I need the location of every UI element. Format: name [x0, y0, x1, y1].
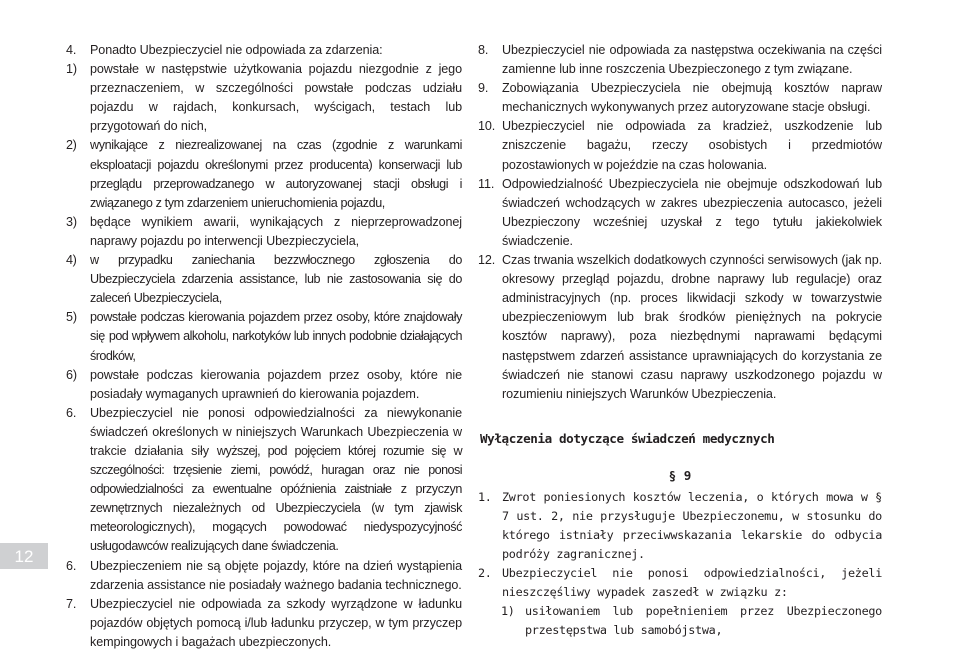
subitem-number: 1) — [501, 604, 515, 619]
item-number: 6. — [66, 558, 77, 573]
item-text-part-c: z przyczyn zewnętrznych niezależnych od Ubezpieczyciela (w tym zjawisk meteorologicznych), mogących powodować niedyspozycyjność usługodawców realizujących dane świadczenia. — [90, 482, 462, 554]
subitem-number: 6) — [66, 367, 77, 382]
item-4 — [66, 41, 462, 60]
subitem-number: 5) — [66, 310, 77, 325]
subitem-number: 1) — [66, 62, 77, 77]
item-text: Ubezpieczyciel nie odpowiada za kradzież, uszkodzenie lub zniszczenie bagażu, rzeczy osobistych i przedmiotów pozostawionych w pojeździe na czas holowania. — [502, 119, 882, 172]
subitem-text-part-b: pod wpływem alkoholu, narkotyków lub innych podobnie działających środków, — [90, 329, 462, 363]
subitem-number: 2) — [66, 138, 77, 153]
subitem-4-4 — [66, 251, 462, 308]
section-item-1 — [478, 488, 882, 564]
item-7 — [66, 595, 462, 652]
section-item-2 — [478, 564, 882, 602]
subitem-4-5 — [66, 308, 462, 365]
item-number: 11. — [478, 176, 495, 191]
item-text-part-b: wyższej, pod pojęciem której rozumie się w szczególności: trzęsienie ziemi, powódź, huragan oraz nie ponosi odpowiedzialności za ewentualne opóźnienia zaistniałe — [90, 443, 462, 497]
item-12 — [478, 251, 882, 404]
item-11 — [478, 175, 882, 251]
subitem-4-3 — [66, 213, 462, 251]
subitem-text: powstałe w następstwie użytkowania pojazdu niezgodnie z jego przeznaczeniem, w szczególności powstałe podczas udziału pojazdu w rajdach, konkursach, wyścigach, testach lub przygotowań do nich, — [90, 62, 462, 134]
item-number: 2. — [478, 566, 492, 581]
section-subitem-2-1 — [478, 602, 882, 640]
item-text: Ubezpieczeniem nie są objęte pojazdy, które na dzień wystąpienia zdarzenia assistance nie posiadały ważnego badania technicznego. — [90, 558, 462, 592]
subitem-4-6 — [66, 366, 462, 404]
item-10 — [478, 117, 882, 174]
right-column — [478, 41, 882, 641]
item-text: Czas trwania wszelkich dodatkowych czynności serwisowych (jak np. okresowy przegląd pojazdu, drobne naprawy lub regulacje) oraz administracyjnych (np. proces likwidacji szkody w towarzystwie ubezpieczeniowym lub brak środków pieniężnych na pokrycie kosztów naprawy), poza niezbędnymi naprawami będącymi następstwem zdarzeń assistance uprawniających do korzystania ze świadczeń nie stanowi czasu naprawy uszkodzonego pojazdu w rozumieniu niniejszych Warunków Ubezpieczenia. — [502, 253, 882, 401]
item-6-force-majeure — [66, 404, 462, 557]
item-number: 1. — [478, 489, 492, 504]
item-number: 9. — [478, 81, 489, 96]
subitem-text: wynikające z niezrealizowanej na czas (zgodnie z warunkami eksploatacji pojazdu określonymi przez producenta) konserwacji lub przeglądu przeprowadzanego w autoryzowanej stacji obsługi i związanego z tym zdarzeniem unieruchomienia pojazdu, — [90, 138, 462, 210]
item-text-part-a: Ubezpieczyciel nie ponosi odpowiedzialności za niewykonanie świadczeń określonych w niniejszych Warunkach Ubezpieczenia w trakcie działania siły — [90, 405, 462, 458]
item-6-technical-inspection — [66, 557, 462, 595]
section-heading: Wyłączenia dotyczące świadczeń medycznych — [480, 430, 775, 446]
item-text: Ubezpieczyciel nie odpowiada za szkody wyrządzone w ładunku pojazdów objętych pomocą i/lub ładunku przyczep, w tym przyczep kempingowych i bagażach ubezpieczonych. — [90, 596, 462, 649]
subitem-4-1 — [66, 60, 462, 136]
subitem-text-part-a: powstałe podczas kierowania pojazdem przez osoby, które znajdowały się — [90, 310, 462, 344]
item-number: 6. — [66, 405, 77, 420]
item-text: Zwrot poniesionych kosztów leczenia, o których mowa w § 7 ust. 2, nie przysługuje Ubezpieczonemu, w stosunku do którego istniały przeciwwskazania lekarskie do odbycia podróży zagranicznej. — [502, 489, 882, 562]
subitem-text: będące wynikiem awarii, wynikających z nieprzeprowadzonej naprawy pojazdu po interwencji Ubezpieczyciela, — [90, 214, 462, 248]
item-number: 8. — [478, 43, 489, 57]
item-number: 4. — [66, 43, 77, 57]
item-text: Ubezpieczyciel nie ponosi odpowiedzialności, jeżeli nieszczęśliwy wypadek zaszedł w związku z: — [502, 566, 882, 600]
item-number: 12. — [478, 253, 496, 268]
item-8 — [478, 41, 882, 79]
subitem-4-2 — [66, 136, 462, 212]
item-number: 7. — [66, 596, 77, 611]
subitem-text: usiłowaniem lub popełnieniem przez Ubezpieczonego przestępstwa lub samobójstwa, — [525, 604, 882, 638]
left-column — [66, 41, 462, 652]
item-text: Ponadto Ubezpieczyciel nie odpowiada za zdarzenia: — [90, 43, 383, 57]
section-number: § 9 — [668, 467, 692, 483]
subitem-number: 4) — [66, 253, 77, 268]
item-number: 10. — [478, 119, 496, 134]
item-text: Odpowiedzialność Ubezpieczyciela nie obejmuje odszkodowań lub świadczeń wchodzących w zakres ubezpieczenia autocasco, jeżeli Ubezpieczony wcześniej uzyskał z tego tytułu jakiekolwiek świadczenie. — [502, 176, 882, 248]
subitem-text: powstałe podczas kierowania pojazdem przez osoby, które nie posiadały wymaganych uprawnień do kierowania pojazdem. — [90, 367, 462, 401]
subitem-text: w przypadku zaniechania bezzwłocznego zgłoszenia do Ubezpieczyciela zdarzenia assistance, lub nie zastosowania się do zaleceń Ubezpieczyciela, — [90, 253, 462, 306]
item-9 — [478, 79, 882, 117]
item-text: Ubezpieczyciel nie odpowiada za następstwa oczekiwania na części zamienne lub inne roszczenia Ubezpieczonego z tym związane. — [502, 43, 882, 77]
page-number: 12 — [14, 547, 34, 566]
item-text: Zobowiązania Ubezpieczyciela nie obejmują kosztów napraw mechanicznych wykonywanych przez autoryzowane stacje obsługi. — [502, 81, 882, 115]
subitem-number: 3) — [66, 214, 77, 229]
